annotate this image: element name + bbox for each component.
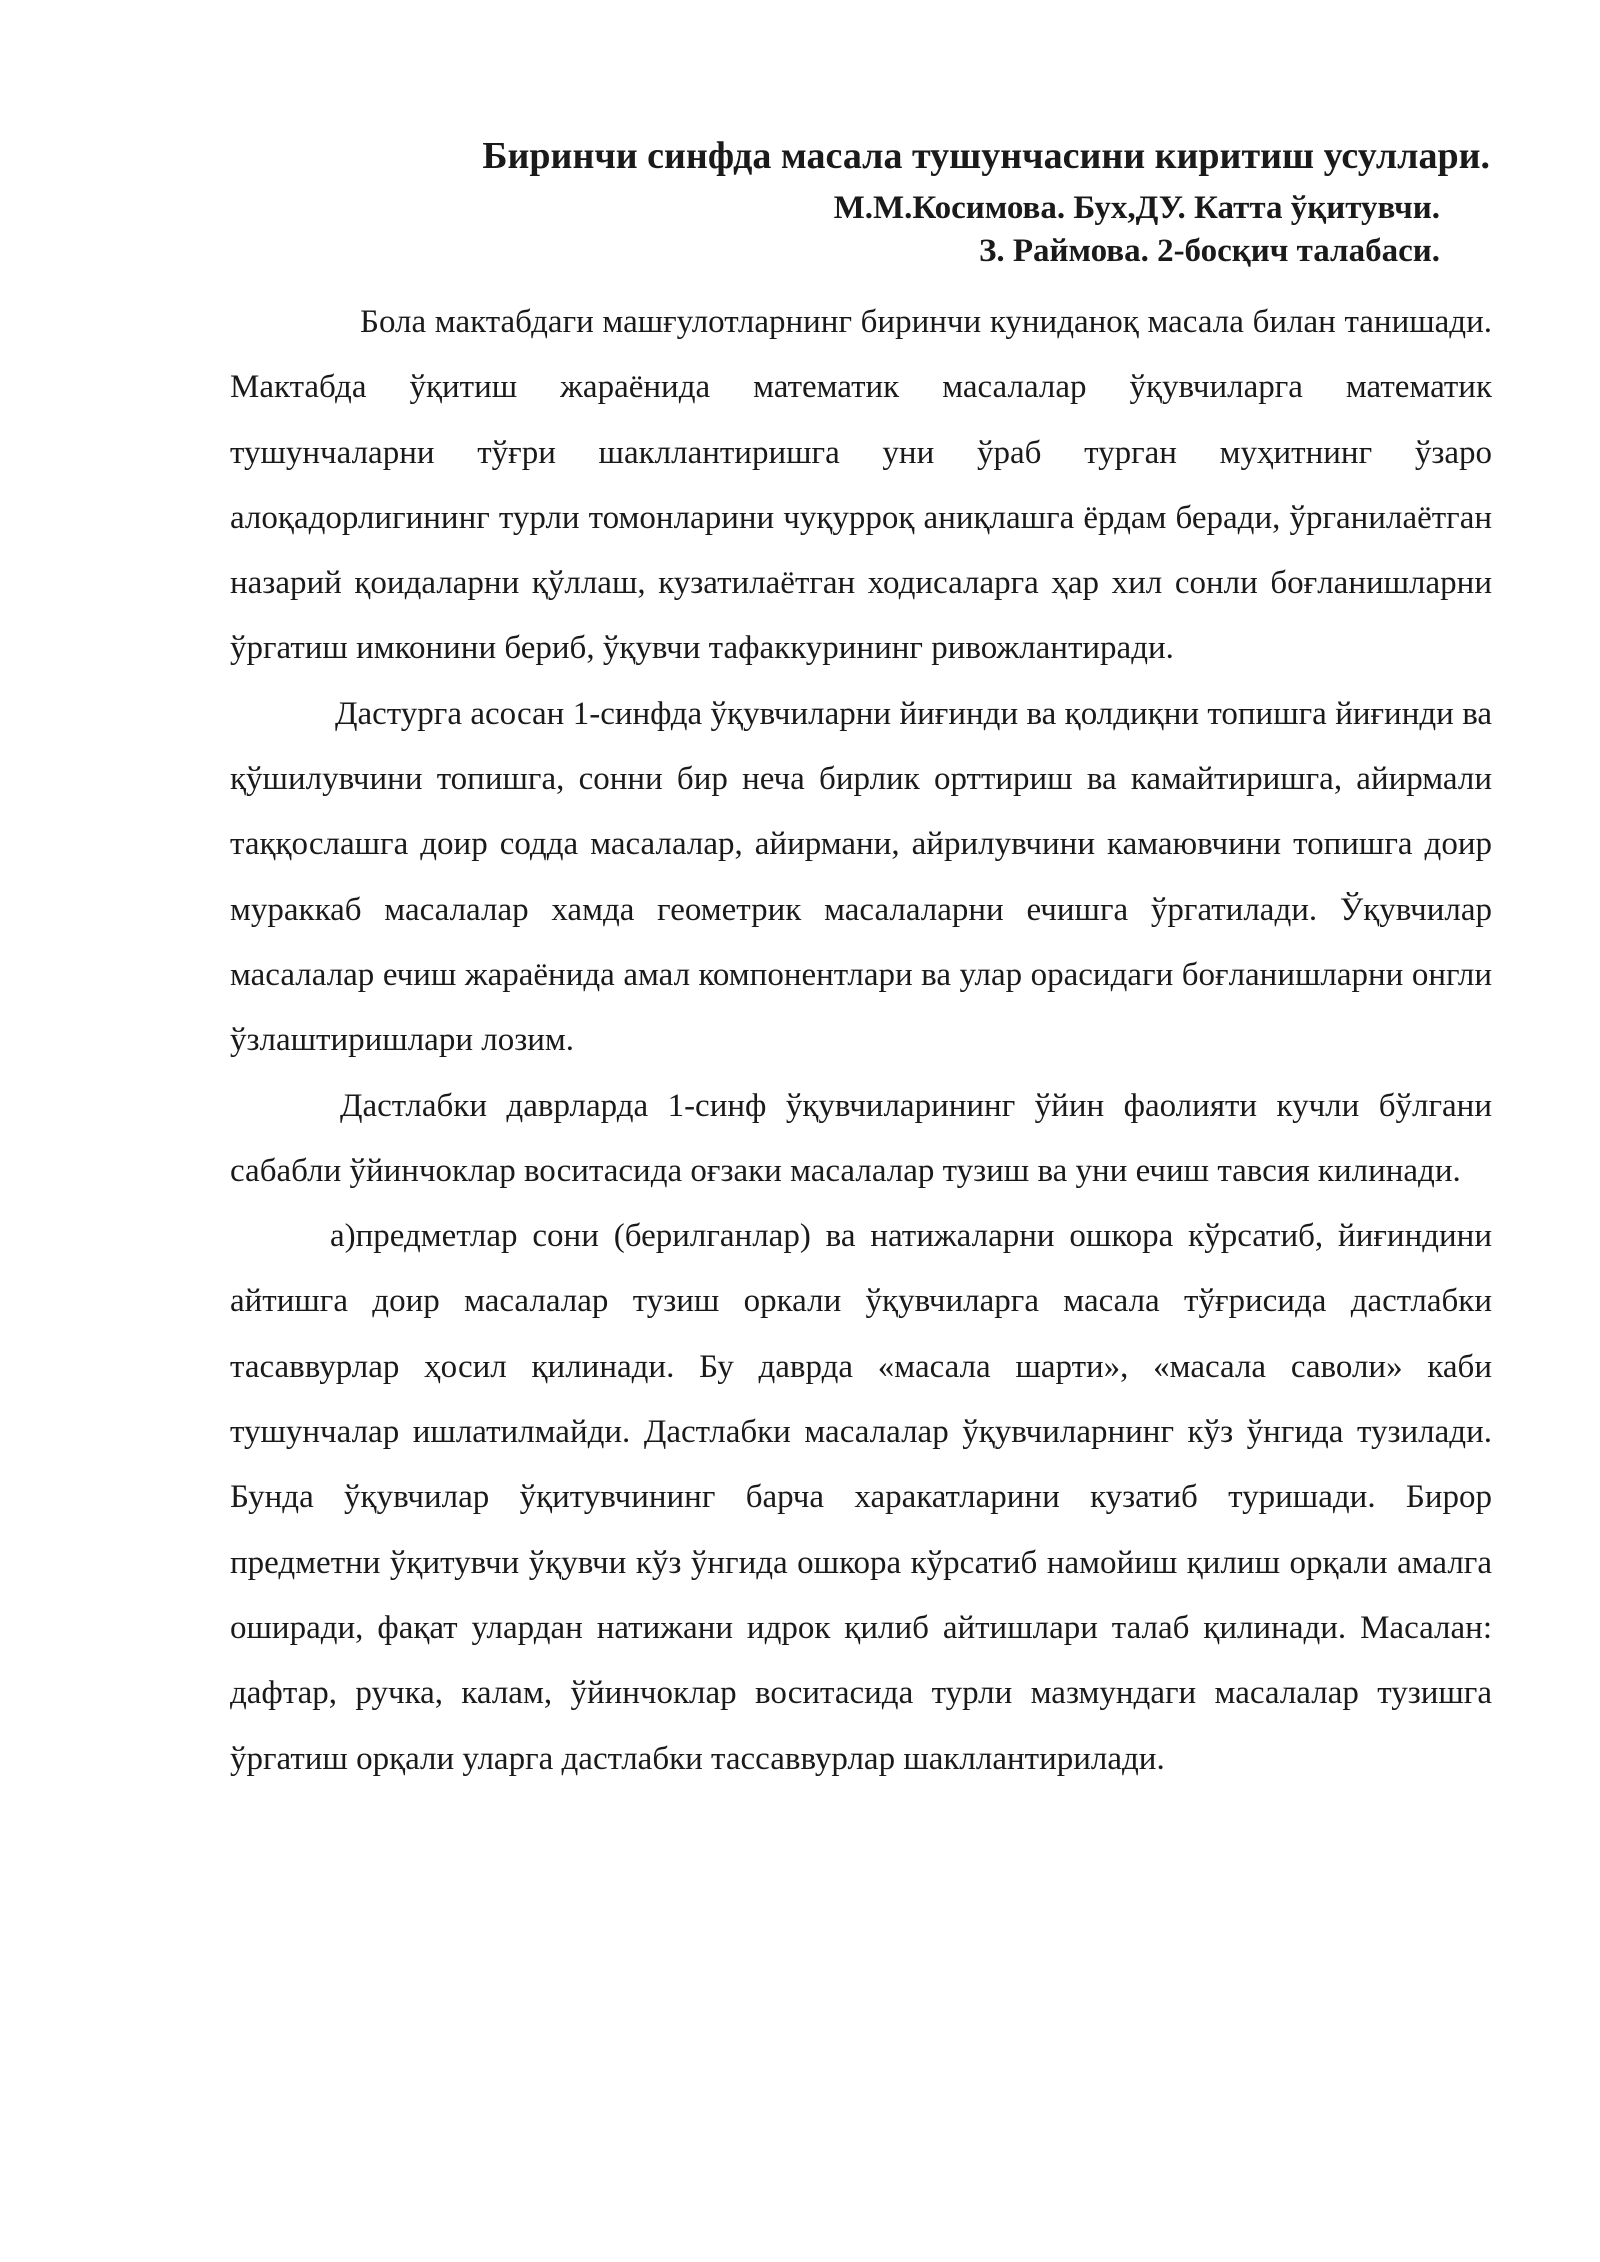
document-body — [230, 290, 1492, 1792]
paragraph: Дастурга асосан 1-синфда ўқувчиларни йиғинди ва қолдиқни топишга йиғинди ва қўшилувчини топишга, сонни бир неча бирлик орттириш ва камайтиришга, айирмали таққослашга доир содда масалалар, айирмани, айрилувчини камаювчини топишга доир мураккаб масалалар хамда геометрик масалаларни ечишга ўргатилади. Ўқувчилар масалалар ечиш жараёнида амал компонентлари ва улар орасидаги боғланишларни онгли ўзлаштиришлари лозим. — [230, 695, 1492, 1059]
paragraph: Бола мактабдаги машғулотларнинг биринчи куниданоқ масала билан танишади. Мактабда ўқитиш жараёнида математик масалалар ўқувчиларга математик тушунчаларни тўғри шакллантиришга уни ўраб турган муҳитнинг ўзаро алоқадорлигининг турли томонларини чуқурроқ аниқлашга ёрдам беради, ўрганилаётган назарий қоидаларни қўллаш, кузатилаётган ходисаларга ҳар хил сонли боғланишларни ўргатиш имконини бериб, ўқувчи тафаккурининг ривожлантиради. — [230, 304, 1492, 667]
author-line-2: З. Раймова. 2-босқич талабаси. — [978, 233, 1440, 269]
paragraph: Дастлабки даврларда 1-синф ўқувчиларининг ўйин фаолияти кучли бўлгани сабабли ўйинчоклар воситасида оғзаки масалалар тузиш ва уни ечиш тавсия килинади. — [230, 1087, 1492, 1189]
author-line-1: М.М.Косимова. Бух,ДУ. Катта ўқитувчи. — [833, 190, 1440, 226]
document-title: Биринчи синфда масала тушунчасини киритиш усуллари. — [482, 135, 1490, 177]
paragraph: а)предметлар сони (берилганлар) ва натижаларни ошкора кўрсатиб, йиғиндини айтишга доир масалалар тузиш оркали ўқувчиларга масала тўғрисида дастлабки тасаввурлар ҳосил қилинади. Бу даврда «масала шарти», «масала саволи» каби тушунчалар ишлатилмайди. Дастлабки масалалар ўқувчиларнинг кўз ўнгида тузилади. Бунда ўқувчилар ўқитувчининг барча харакатларини кузатиб туришади. Бирор предметни ўқитувчи ўқувчи кўз ўнгида ошкора кўрсатиб намойиш қилиш орқали амалга оширади, фақат улардан натижани идрок қилиб айтишлари талаб қилинади. Масалан: дафтар, ручка, калам, ўйинчоклар воситасида турли мазмундаги масалалар тузишга ўргатиш орқали уларга дастлабки тассаввурлар шакллантирилади. — [230, 1218, 1492, 1777]
